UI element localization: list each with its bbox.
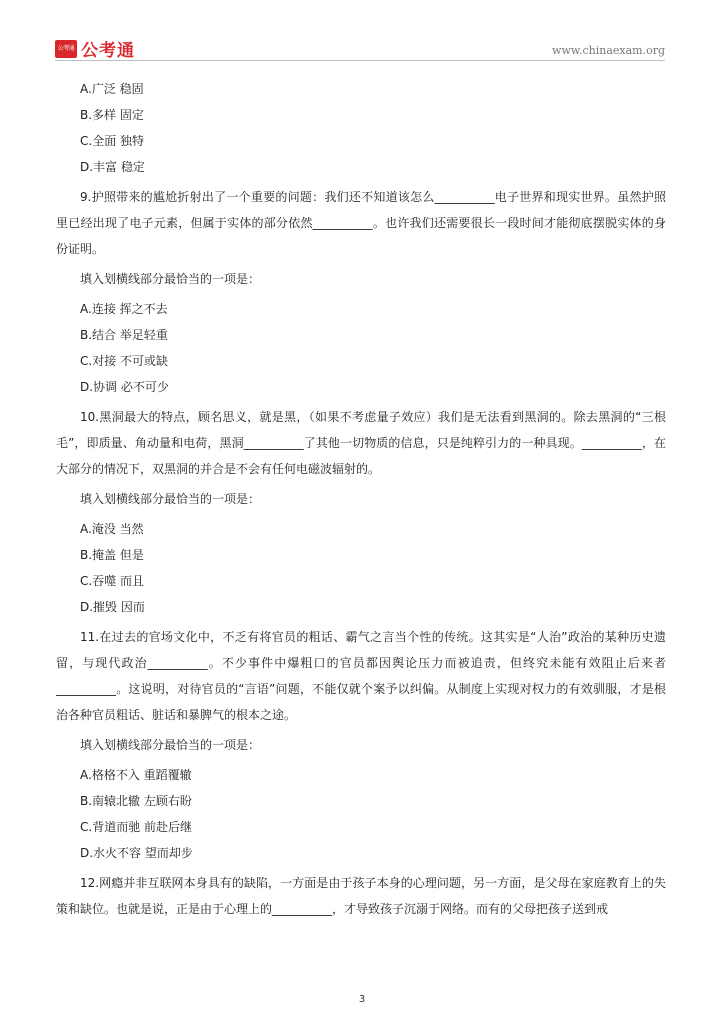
q8-option-b: B.多样 固定 (80, 108, 144, 122)
q11-option-b: B.南辕北辙 左顾右盼 (80, 794, 192, 808)
q8-option-a: A.广泛 稳固 (80, 82, 144, 96)
q9-prompt: 填入划横线部分最恰当的一项是： (80, 272, 261, 286)
brand-logo (55, 36, 135, 61)
q10-prompt: 填入划横线部分最恰当的一项是： (80, 492, 261, 506)
q10-option-a: A.淹没 当然 (80, 522, 144, 536)
q9-stem: 9.护照带来的尴尬折射出了一个重要的问题：我们还不知道该怎么__________电子世界和现实世界。虽然护照里已经出现了电子元素，但属于实体的部分依然__________。也许我们还需要很长一段时间才能彻底摆脱实体的身份证明。 (56, 190, 666, 256)
q11-option-c: C.背道而驰 前赴后继 (80, 820, 193, 834)
site-url[interactable]: www.chinaexam.org (552, 44, 665, 57)
q9-option-a: A.连接 挥之不去 (80, 302, 168, 316)
document-body (56, 76, 666, 922)
q10-option-c: C.吞噬 而且 (80, 574, 145, 588)
q11-stem: 11.在过去的官场文化中，不乏有将官员的粗话、霸气之言当个性的传统。这其实是“人治”政治的某种历史遗留，与现代政治__________。不少事件中爆粗口的官员都因舆论压力而被追责，但终究未能有效阻止后来者__________。这说明，对待官员的“言语”问题，不能仅就个案予以纠偏。从制度上实现对权力的有效驯服，才是根治各种官员粗话、脏话和暴脾气的根本之途。 (56, 630, 666, 722)
q9-option-c: C.对接 不可或缺 (80, 354, 169, 368)
q8-option-c: C.全面 独特 (80, 134, 145, 148)
q10-option-b: B.掩盖 但是 (80, 548, 144, 562)
q12-stem: 12.网瘾并非互联网本身具有的缺陷，一方面是由于孩子本身的心理问题，另一方面，是父母在家庭教育上的失策和缺位。也就是说，正是由于心理上的__________，才导致孩子沉溺于网络。而有的父母把孩子送到戒 (56, 876, 666, 916)
q11-option-a: A.格格不入 重蹈覆辙 (80, 768, 192, 782)
q10-stem: 10.黑洞最大的特点，顾名思义，就是黑，（如果不考虑量子效应）我们是无法看到黑洞的。除去黑洞的“三根毛”，即质量、角动量和电荷，黑洞__________了其他一切物质的信息，只是纯粹引力的一种具现。__________，在大部分的情况下，双黑洞的并合是不会有任何电磁波辐射的。 (56, 410, 666, 476)
q11-option-d: D.水火不容 望而却步 (80, 846, 193, 860)
q10-option-d: D.摧毁 因而 (80, 600, 145, 614)
q9-option-b: B.结合 举足轻重 (80, 328, 168, 342)
q11-prompt: 填入划横线部分最恰当的一项是： (80, 738, 261, 752)
logo-text: 公考通 (81, 41, 135, 61)
q9-option-d: D.协调 必不可少 (80, 380, 169, 394)
header-divider (55, 60, 665, 61)
page-number: 3 (358, 994, 366, 1005)
logo-badge-icon: 公考通 (55, 40, 77, 58)
q8-option-d: D.丰富 稳定 (80, 160, 145, 174)
page-header (55, 36, 665, 62)
